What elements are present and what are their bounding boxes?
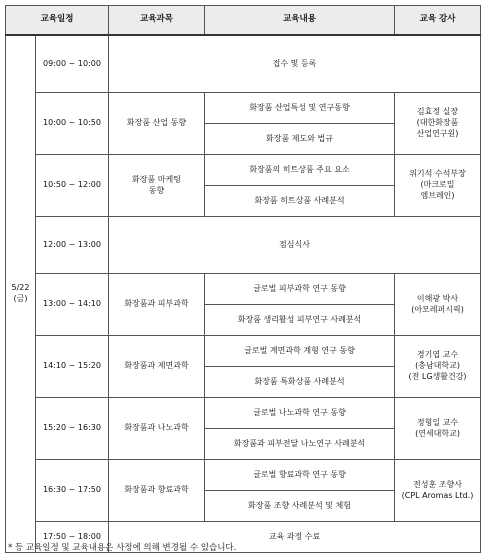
table-row	[6, 93, 481, 124]
date-cell: 5/22 (금)	[6, 35, 36, 553]
lecturer-affiliation: (CPL Aromas Ltd.)	[401, 490, 474, 500]
course-cell: 화장품 마케팅 동향	[109, 155, 205, 217]
content-cell: 글로벌 계면과학 계형 연구 동향	[205, 336, 395, 367]
header-date: 교육일정	[6, 6, 109, 36]
lecturer-name: 경기엽 교수	[416, 350, 459, 360]
lecturer-affiliation: (충남대학교)	[415, 361, 460, 371]
course-cell: 화장품과 나노과학	[109, 398, 205, 460]
content-cell: 화장품 특화상품 사례분석	[205, 367, 395, 398]
time-cell: 13:00 ~ 14:10	[36, 274, 109, 336]
table-row	[6, 155, 481, 186]
lecturer-name: 전성훈 조향사	[413, 479, 462, 489]
full-width-cell: 교육 과정 수료	[109, 522, 481, 553]
lecturer-affiliation: (마크로밀	[420, 180, 455, 190]
lecturer-affiliation: (아모레퍼시픽)	[411, 304, 464, 314]
lecturer-affiliation: (연세대학교)	[415, 428, 460, 438]
time-cell: 16:30 ~ 17:50	[36, 460, 109, 522]
course-cell: 화장품과 피부과학	[109, 274, 205, 336]
content-cell: 화장품의 히트상품 주요 요소	[205, 155, 395, 186]
lecturer-name: 이해광 박사	[416, 293, 459, 303]
header-content: 교육내용	[205, 6, 395, 36]
lecturer-affiliation: 엠브레인)	[420, 190, 455, 200]
footnote: * 등 교육일정 및 교육내용은 사정에 의해 변경될 수 있습니다.	[8, 543, 237, 553]
lecturer-name: 김효정 실장	[416, 107, 459, 117]
full-width-cell: 접수 및 등록	[109, 35, 481, 93]
time-cell: 15:20 ~ 16:30	[36, 398, 109, 460]
lecturer-affiliation: (대한화장품	[416, 118, 459, 128]
content-cell: 화장품과 피부전달 나노연구 사례분석	[205, 429, 395, 460]
time-cell: 09:00 ~ 10:00	[36, 35, 109, 93]
lecturer-cell	[395, 155, 481, 217]
lecturer-cell	[395, 274, 481, 336]
time-cell: 12:00 ~ 13:00	[36, 217, 109, 274]
table-row	[6, 274, 481, 305]
content-cell: 화장품 조향 사례분석 및 체험	[205, 491, 395, 522]
table-row	[6, 398, 481, 429]
table-row	[6, 35, 481, 93]
time-cell: 14:10 ~ 15:20	[36, 336, 109, 398]
course-cell: 화장품과 향료과학	[109, 460, 205, 522]
lecturer-affiliation: (전 LG생활건강)	[408, 371, 467, 381]
content-cell: 글로벌 피부과학 연구 동향	[205, 274, 395, 305]
schedule-table	[5, 5, 481, 553]
content-cell: 화장품 생리활성 피부연구 사례분석	[205, 305, 395, 336]
content-cell: 화장품 히트상품 사례분석	[205, 186, 395, 217]
time-cell: 10:00 ~ 10:50	[36, 93, 109, 155]
lecturer-cell	[395, 93, 481, 155]
table-row	[6, 217, 481, 274]
lecturer-name: 정형일 교수	[416, 417, 459, 427]
header-lecturer: 교육 강사	[395, 6, 481, 36]
lecturer-affiliation: 산업연구원)	[416, 128, 459, 138]
course-cell: 화장품과 제면과학	[109, 336, 205, 398]
content-cell: 글로벌 향료과학 연구 동향	[205, 460, 395, 491]
lecturer-cell	[395, 398, 481, 460]
table-header-row	[6, 6, 481, 36]
lecturer-cell	[395, 336, 481, 398]
course-cell: 화장품 산업 동향	[109, 93, 205, 155]
full-width-cell: 점심식사	[109, 217, 481, 274]
header-course: 교육과목	[109, 6, 205, 36]
content-cell: 화장품 제도와 법규	[205, 124, 395, 155]
table-row	[6, 336, 481, 367]
lecturer-name: 위기석 수석부장	[409, 169, 466, 179]
lecturer-cell	[395, 460, 481, 522]
content-cell: 글로벌 나노과학 연구 동향	[205, 398, 395, 429]
time-cell: 10:50 ~ 12:00	[36, 155, 109, 217]
table-row	[6, 460, 481, 491]
content-cell: 화장품 산업특성 및 연구동향	[205, 93, 395, 124]
time-cell: 17:50 ~ 18:00	[36, 522, 109, 553]
